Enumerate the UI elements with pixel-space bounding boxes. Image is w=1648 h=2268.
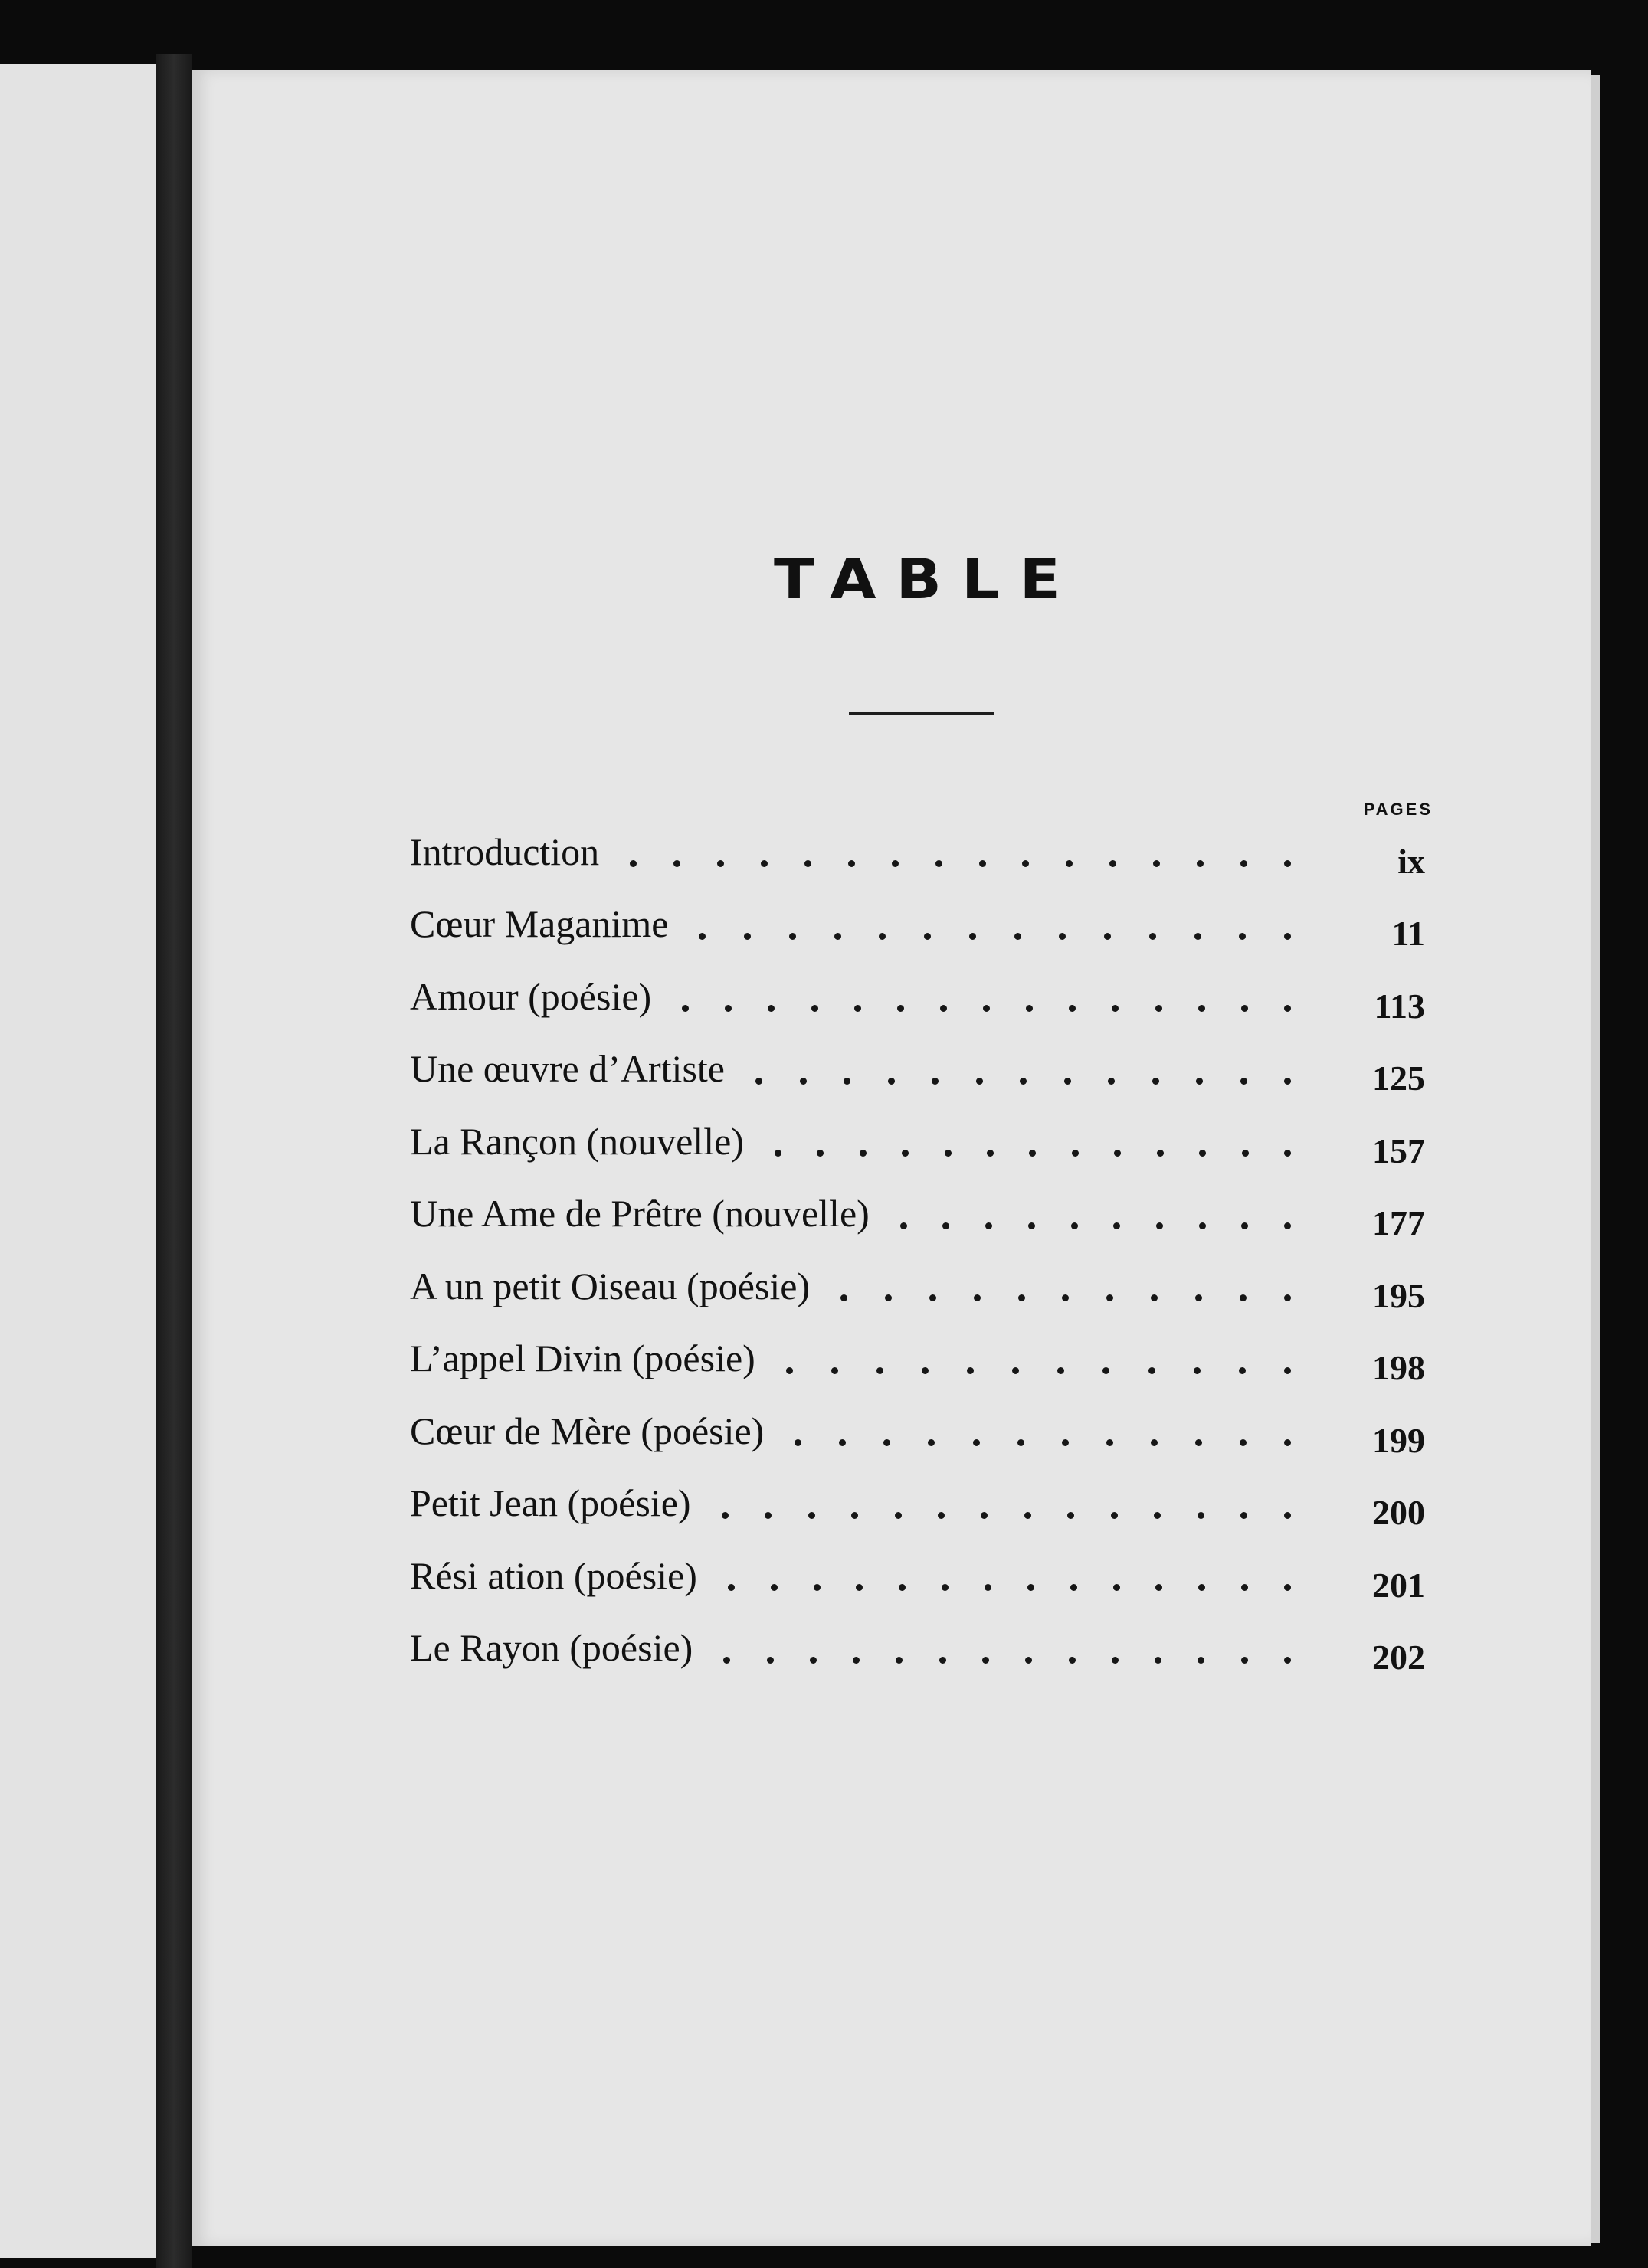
leader-dot [879,933,886,940]
toc-page-number: 177 [1372,1203,1425,1242]
leader-dot [1112,1005,1119,1012]
toc-row [410,1252,1425,1325]
toc-row [410,1542,1425,1615]
book-gutter [156,54,192,2268]
leader-dot [1195,1294,1202,1301]
leader-dot [1020,1078,1027,1085]
dot-leader [630,860,1291,868]
leader-dot [939,1657,946,1664]
leader-dot [1157,1150,1164,1157]
toc-row [410,1180,1425,1253]
toc-row [410,1108,1425,1180]
leader-dot [896,1657,903,1664]
leader-dot [844,1078,850,1085]
leader-dot [902,1150,909,1157]
leader-dot [1012,1367,1019,1374]
leader-dot [922,1367,929,1374]
toc-page-number: 11 [1391,914,1425,953]
leader-dot [969,933,976,940]
leader-dot [1151,1439,1158,1446]
leader-dot [1027,1584,1034,1591]
leader-dot [765,1512,772,1519]
leader-dot [1198,1657,1204,1664]
leader-dot [834,933,841,940]
leader-dot [1109,860,1116,867]
toc-entry-title: Cœur Maganime [410,902,669,945]
leader-dot [945,1150,952,1157]
toc-page-number: 125 [1372,1059,1425,1098]
leader-dot [630,860,637,867]
leader-dot [1196,1078,1203,1085]
table-of-contents [410,818,1425,1687]
leader-dot [1113,1222,1120,1229]
leader-dot [771,1584,778,1591]
toc-page-number: 200 [1372,1493,1425,1532]
leader-dot [831,1367,838,1374]
leader-dot [789,933,796,940]
leader-dot [1199,1222,1206,1229]
leader-dot [1198,1005,1205,1012]
toc-page-number: 198 [1372,1348,1425,1387]
leader-dot [1240,1078,1247,1085]
leader-dot [985,1584,991,1591]
toc-entry-title: Introduction [410,830,600,873]
left-page-edge [0,64,156,2258]
leader-dot [1059,933,1066,940]
leader-dot [767,1657,774,1664]
dot-leader [755,1077,1291,1085]
leader-dot [800,1078,807,1085]
leader-dot [811,1005,818,1012]
leader-dot [974,1294,981,1301]
leader-dot [840,1294,847,1301]
toc-row [410,1615,1425,1687]
leader-dot [1112,1657,1119,1664]
dot-leader [728,1584,1291,1592]
leader-dot [1241,1584,1248,1591]
leader-dot [1195,1439,1202,1446]
leader-dot [1199,1150,1206,1157]
leader-dot [1284,1584,1291,1591]
leader-dot [1284,1150,1291,1157]
leader-dot [860,1150,867,1157]
leader-dot [673,860,680,867]
leader-dot [808,1512,815,1519]
leader-dot [1114,1150,1121,1157]
leader-dot [1067,1512,1074,1519]
leader-dot [1239,933,1246,940]
dot-leader [786,1366,1291,1374]
toc-entry-title: La Rançon (nouvelle) [410,1119,744,1163]
leader-dot [1025,1657,1032,1664]
leader-dot [900,1222,907,1229]
leader-dot [892,860,899,867]
leader-dot [1156,1222,1163,1229]
toc-row [410,1397,1425,1470]
leader-dot [1148,1367,1155,1374]
leader-dot [1284,1222,1291,1229]
leader-dot [1198,1584,1205,1591]
leader-dot [1194,1367,1201,1374]
pages-column-header: PAGES [1363,800,1433,819]
leader-dot [1284,1367,1291,1374]
toc-page-number: 199 [1372,1420,1425,1460]
leader-dot [1022,860,1029,867]
leader-dot [755,1078,762,1085]
leader-dot [982,1657,989,1664]
leader-dot [985,1222,992,1229]
leader-dot [1240,1512,1247,1519]
leader-dot [1108,1078,1115,1085]
leader-dot [1062,1294,1069,1301]
leader-dot [851,1512,858,1519]
leader-dot [775,1150,781,1157]
leader-dot [924,933,931,940]
toc-row [410,963,1425,1036]
leader-dot [723,1657,730,1664]
leader-dot [1197,860,1204,867]
leader-dot [839,1439,846,1446]
leader-dot [1155,1005,1162,1012]
leader-dot [942,1222,949,1229]
leader-dot [761,860,768,867]
leader-dot [888,1078,895,1085]
toc-row [410,891,1425,964]
leader-dot [1284,860,1291,867]
leader-dot [1149,933,1156,940]
leader-dot [1102,1367,1109,1374]
dot-leader [900,1222,1291,1229]
page-edge-shadow [1591,75,1600,2243]
leader-dot [1240,1439,1247,1446]
leader-dot [1070,1584,1077,1591]
dot-leader [723,1656,1291,1664]
toc-page-number: 113 [1374,986,1425,1026]
toc-entry-title: Le Rayon (poésie) [410,1626,693,1669]
dot-leader [795,1439,1291,1447]
leader-dot [1014,933,1021,940]
leader-dot [1155,1584,1162,1591]
leader-dot [682,1005,689,1012]
leader-dot [942,1584,949,1591]
leader-dot [987,1150,994,1157]
leader-dot [1241,1657,1248,1664]
leader-dot [1106,1439,1113,1446]
leader-dot [1062,1439,1069,1446]
leader-dot [973,1439,980,1446]
leader-dot [728,1584,735,1591]
leader-dot [725,1005,732,1012]
leader-dot [768,1005,775,1012]
leader-dot [1113,1584,1120,1591]
leader-dot [1194,933,1201,940]
leader-dot [804,860,811,867]
leader-dot [1104,933,1111,940]
leader-dot [1152,1078,1159,1085]
toc-page-number: 195 [1372,1275,1425,1315]
leader-dot [1029,1150,1036,1157]
leader-dot [1111,1512,1118,1519]
toc-page-number: ix [1397,841,1425,881]
leader-dot [938,1512,945,1519]
leader-dot [1284,1439,1291,1446]
leader-dot [1284,933,1291,940]
toc-entry-title: L’appel Divin (poésie) [410,1337,755,1379]
leader-dot [940,1005,947,1012]
leader-dot [1018,1294,1025,1301]
leader-dot [1240,860,1247,867]
dot-leader [775,1150,1291,1157]
dot-leader [840,1294,1291,1302]
toc-row [410,818,1425,891]
toc-entry-title: Petit Jean (poésie) [410,1481,691,1524]
leader-dot [1106,1294,1113,1301]
leader-dot [1151,1294,1158,1301]
leader-dot [976,1078,983,1085]
leader-dot [699,933,706,940]
dot-leader [682,1005,1291,1013]
leader-dot [928,1439,935,1446]
leader-dot [795,1439,801,1446]
leader-dot [1284,1005,1291,1012]
leader-dot [1057,1367,1064,1374]
leader-dot [1069,1657,1076,1664]
toc-entry-title: Une Ame de Prêtre (nouvelle) [410,1192,870,1235]
toc-entry-title: Une œuvre d’Artiste [410,1047,725,1090]
leader-dot [1241,1005,1248,1012]
leader-dot [1284,1294,1291,1301]
leader-dot [895,1512,902,1519]
leader-dot [1153,860,1160,867]
leader-dot [1241,1222,1248,1229]
leader-dot [1024,1512,1031,1519]
leader-dot [932,1078,939,1085]
toc-entry-title: Cœur de Mère (poésie) [410,1409,765,1452]
leader-dot [1155,1657,1161,1664]
title-rule-divider [849,712,994,715]
page-title: TABLE [774,548,1080,612]
leader-dot [814,1584,821,1591]
leader-dot [1069,1005,1076,1012]
leader-dot [1198,1512,1204,1519]
leader-dot [1064,1078,1071,1085]
leader-dot [848,860,855,867]
leader-dot [717,860,724,867]
leader-dot [899,1584,906,1591]
leader-dot [853,1657,860,1664]
leader-dot [979,860,986,867]
leader-dot [967,1367,974,1374]
toc-entry-title: Amour (poésie) [410,974,652,1018]
leader-dot [1017,1439,1024,1446]
leader-dot [854,1005,861,1012]
dot-leader [722,1511,1291,1519]
toc-page-number: 157 [1372,1131,1425,1170]
leader-dot [1026,1005,1033,1012]
leader-dot [810,1657,817,1664]
leader-dot [929,1294,936,1301]
leader-dot [1240,1294,1247,1301]
toc-page-number: 201 [1372,1565,1425,1605]
leader-dot [876,1367,883,1374]
leader-dot [1284,1512,1291,1519]
leader-dot [1066,860,1073,867]
leader-dot [856,1584,863,1591]
leader-dot [1072,1150,1079,1157]
leader-dot [1028,1222,1035,1229]
toc-row [410,1470,1425,1543]
leader-dot [1154,1512,1161,1519]
toc-page-number: 202 [1372,1638,1425,1677]
leader-dot [1284,1078,1291,1085]
leader-dot [722,1512,729,1519]
leader-dot [981,1512,988,1519]
leader-dot [983,1005,990,1012]
leader-dot [817,1150,824,1157]
leader-dot [786,1367,793,1374]
leader-dot [885,1294,892,1301]
leader-dot [1284,1657,1291,1664]
leader-dot [935,860,942,867]
leader-dot [883,1439,890,1446]
dot-leader [699,932,1291,940]
leader-dot [1242,1150,1249,1157]
toc-row [410,1036,1425,1108]
leader-dot [1239,1367,1246,1374]
toc-row [410,1325,1425,1398]
toc-entry-title: Rési ation (poésie) [410,1553,697,1597]
toc-entry-title: A un petit Oiseau (poésie) [410,1264,811,1307]
leader-dot [897,1005,904,1012]
leader-dot [1071,1222,1078,1229]
leader-dot [744,933,751,940]
